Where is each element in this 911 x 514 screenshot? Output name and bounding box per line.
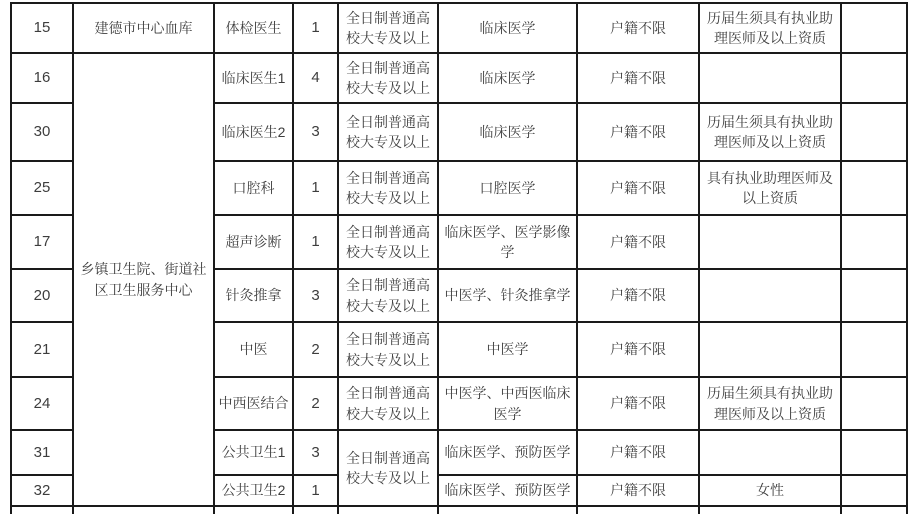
household-cell [577,506,699,514]
position-cell: 口腔科 [214,161,293,215]
openings-cell: 1 [293,475,338,506]
education-cell: 全日制普通高校大专及以上 [338,377,438,430]
position-cell: 公共卫生2 [214,475,293,506]
remark-cell [841,506,907,514]
other-requirement-cell: 具有执业助理医师及以上资质 [699,161,841,215]
education-cell: 全日制普通高校大专及以上 [338,215,438,269]
position-cell: 临床医生2 [214,103,293,161]
table-row [11,3,907,53]
seq-cell: 31 [11,430,73,475]
major-cell: 中医学、针灸推拿学 [438,269,577,322]
other-requirement-cell [699,215,841,269]
position-cell: 中西医结合 [214,377,293,430]
seq-cell: 30 [11,103,73,161]
remark-cell [841,377,907,430]
education-cell: 全日制普通高校大专及以上 [338,103,438,161]
other-requirement-cell: 历届生须具有执业助理医师及以上资质 [699,377,841,430]
openings-cell: 3 [293,430,338,475]
major-cell: 临床医学、医学影像学 [438,215,577,269]
education-cell: 全日制普通高校大专及以上 [338,161,438,215]
position-cell [214,506,293,514]
other-requirement-cell [699,322,841,377]
position-cell: 中医 [214,322,293,377]
merged-unit-cell: 乡镇卫生院、街道社区卫生服务中心 [73,53,214,506]
seq-cell: 21 [11,322,73,377]
seq-cell: 16 [11,53,73,103]
seq-cell: 25 [11,161,73,215]
remark-cell [841,3,907,53]
seq-cell: 15 [11,3,73,53]
remark-cell [841,269,907,322]
seq-cell: 32 [11,475,73,506]
household-cell: 户籍不限 [577,322,699,377]
other-requirement-cell [699,269,841,322]
other-requirement-cell: 历届生须具有执业助理医师及以上资质 [699,103,841,161]
major-cell: 临床医学、预防医学 [438,475,577,506]
major-cell: 临床医学、预防医学 [438,430,577,475]
remark-cell [841,103,907,161]
education-cell: 全日制普通高校大专及以上 [338,269,438,322]
household-cell: 户籍不限 [577,269,699,322]
education-cell [338,506,438,514]
major-cell: 临床医学 [438,103,577,161]
seq-cell: 17 [11,215,73,269]
education-cell-merged: 全日制普通高校大专及以上 [338,430,438,506]
position-cell: 体检医生 [214,3,293,53]
remark-cell [841,475,907,506]
seq-cell: 24 [11,377,73,430]
recruitment-table [10,2,908,514]
partial-row [11,506,907,514]
education-cell: 全日制普通高校大专及以上 [338,3,438,53]
other-requirement-cell [699,506,841,514]
education-cell: 全日制普通高校大专及以上 [338,53,438,103]
major-cell: 口腔医学 [438,161,577,215]
major-cell: 中医学 [438,322,577,377]
position-cell: 临床医生1 [214,53,293,103]
remark-cell [841,53,907,103]
openings-cell: 1 [293,161,338,215]
unit-cell: 建德市中心血库 [73,3,214,53]
unit-cell [73,506,214,514]
openings-cell [293,506,338,514]
position-cell: 针灸推拿 [214,269,293,322]
household-cell: 户籍不限 [577,161,699,215]
openings-cell: 2 [293,377,338,430]
household-cell: 户籍不限 [577,430,699,475]
table-row [11,53,907,103]
position-cell: 超声诊断 [214,215,293,269]
seq-cell [11,506,73,514]
remark-cell [841,215,907,269]
household-cell: 户籍不限 [577,377,699,430]
household-cell: 户籍不限 [577,53,699,103]
openings-cell: 3 [293,103,338,161]
other-requirement-cell [699,430,841,475]
household-cell: 户籍不限 [577,475,699,506]
major-cell: 临床医学 [438,3,577,53]
seq-cell: 20 [11,269,73,322]
openings-cell: 1 [293,215,338,269]
openings-cell: 2 [293,322,338,377]
other-requirement-cell [699,53,841,103]
remark-cell [841,322,907,377]
major-cell [438,506,577,514]
openings-cell: 3 [293,269,338,322]
major-cell: 中医学、中西医临床医学 [438,377,577,430]
other-requirement-cell: 历届生须具有执业助理医师及以上资质 [699,3,841,53]
education-cell: 全日制普通高校大专及以上 [338,322,438,377]
openings-cell: 1 [293,3,338,53]
remark-cell [841,430,907,475]
household-cell: 户籍不限 [577,103,699,161]
household-cell: 户籍不限 [577,215,699,269]
position-cell: 公共卫生1 [214,430,293,475]
openings-cell: 4 [293,53,338,103]
household-cell: 户籍不限 [577,3,699,53]
other-requirement-cell: 女性 [699,475,841,506]
major-cell: 临床医学 [438,53,577,103]
remark-cell [841,161,907,215]
